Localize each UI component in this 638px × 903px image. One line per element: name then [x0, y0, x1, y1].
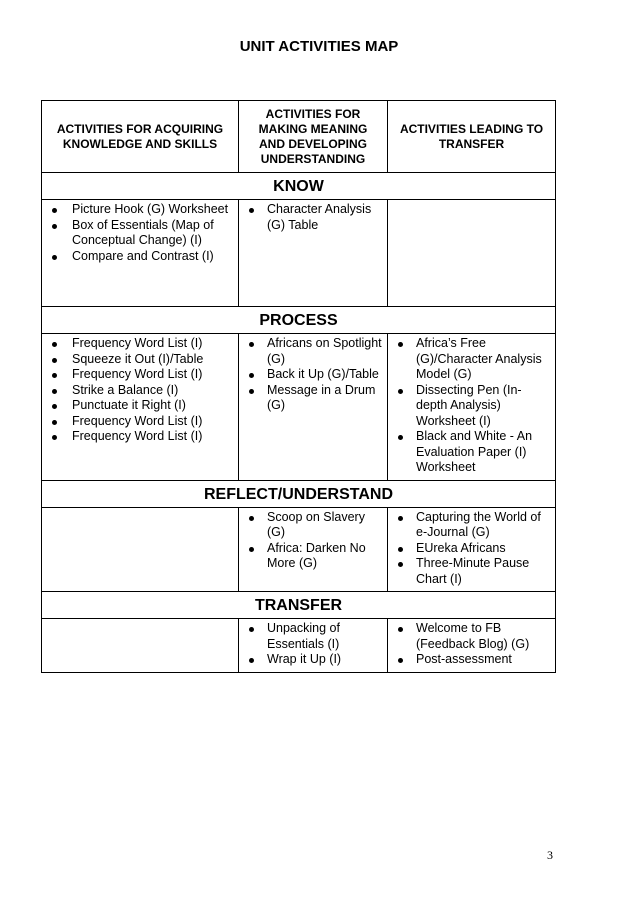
content-row-process	[42, 334, 556, 481]
activity-list	[388, 508, 555, 592]
activity-item: Dissecting Pen (In-depth Analysis) Worksheet (I)	[394, 383, 551, 430]
section-row-process	[42, 307, 556, 334]
section-row-reflect	[42, 480, 556, 507]
transfer-col2	[239, 619, 388, 673]
content-row-reflect	[42, 507, 556, 592]
content-row-transfer	[42, 619, 556, 673]
page-number: 3	[547, 848, 553, 862]
unit-activities-table	[41, 100, 556, 673]
activity-list	[388, 200, 555, 206]
activity-item: Post-assessment	[394, 652, 551, 668]
activity-item: Picture Hook (G) Worksheet	[48, 202, 234, 218]
process-col2	[239, 334, 388, 481]
activity-list	[239, 619, 387, 672]
activity-item: Black and White - An Evaluation Paper (I) Worksheet	[394, 429, 551, 476]
activity-item: Box of Essentials (Map of Conceptual Change) (I)	[48, 218, 234, 249]
reflect-col2	[239, 507, 388, 592]
activity-item: Africa’s Free (G)/Character Analysis Model (G)	[394, 336, 551, 383]
page-title: UNIT ACTIVITIES MAP	[239, 38, 399, 55]
activity-list	[42, 508, 238, 514]
activity-item: Unpacking of Essentials (I)	[245, 621, 383, 652]
activity-list	[239, 200, 387, 237]
section-row-transfer	[42, 592, 556, 619]
transfer-col3	[388, 619, 556, 673]
activity-list	[388, 619, 555, 672]
section-row-know	[42, 173, 556, 200]
activity-item: Frequency Word List (I)	[48, 367, 234, 383]
activity-list	[239, 334, 387, 418]
activity-item: Back it Up (G)/Table	[245, 367, 383, 383]
activity-item: Capturing the World of e-Journal (G)	[394, 510, 551, 541]
header-making-meaning: ACTIVITIES FOR MAKING MEANING AND DEVELOPING UNDERSTANDING	[239, 101, 388, 173]
activity-item: Frequency Word List (I)	[48, 414, 234, 430]
content-row-know	[42, 200, 556, 307]
reflect-col3	[388, 507, 556, 592]
activity-item: Message in a Drum (G)	[245, 383, 383, 414]
activity-item: Wrap it Up (I)	[245, 652, 383, 668]
activity-item: EUreka Africans	[394, 541, 551, 557]
activity-list	[239, 508, 387, 576]
header-acquiring-knowledge: ACTIVITIES FOR ACQUIRING KNOWLEDGE AND SKILLS	[42, 101, 239, 173]
activity-item: Strike a Balance (I)	[48, 383, 234, 399]
section-label-know: KNOW	[42, 173, 556, 200]
header-leading-to-transfer: ACTIVITIES LEADING TO TRANSFER	[388, 101, 556, 173]
section-label-reflect: REFLECT/UNDERSTAND	[42, 480, 556, 507]
transfer-col1	[42, 619, 239, 673]
activity-item: Squeeze it Out (I)/Table	[48, 352, 234, 368]
activity-item: Character Analysis (G) Table	[245, 202, 383, 233]
header-row	[42, 101, 556, 173]
process-col3	[388, 334, 556, 481]
activity-item: Welcome to FB (Feedback Blog) (G)	[394, 621, 551, 652]
activity-item: Africans on Spotlight (G)	[245, 336, 383, 367]
activity-list	[388, 334, 555, 480]
activity-item: Compare and Contrast (I)	[48, 249, 234, 265]
activity-list	[42, 200, 238, 268]
know-col1	[42, 200, 239, 307]
section-label-process: PROCESS	[42, 307, 556, 334]
know-col3	[388, 200, 556, 307]
activity-list	[42, 619, 238, 625]
activity-item: Frequency Word List (I)	[48, 429, 234, 445]
reflect-col1	[42, 507, 239, 592]
activity-item: Punctuate it Right (I)	[48, 398, 234, 414]
activity-item: Three-Minute Pause Chart (I)	[394, 556, 551, 587]
know-col2	[239, 200, 388, 307]
activity-list	[42, 334, 238, 449]
activity-item: Scoop on Slavery (G)	[245, 510, 383, 541]
activity-item: Frequency Word List (I)	[48, 336, 234, 352]
process-col1	[42, 334, 239, 481]
section-label-transfer: TRANSFER	[42, 592, 556, 619]
activity-item: Africa: Darken No More (G)	[245, 541, 383, 572]
